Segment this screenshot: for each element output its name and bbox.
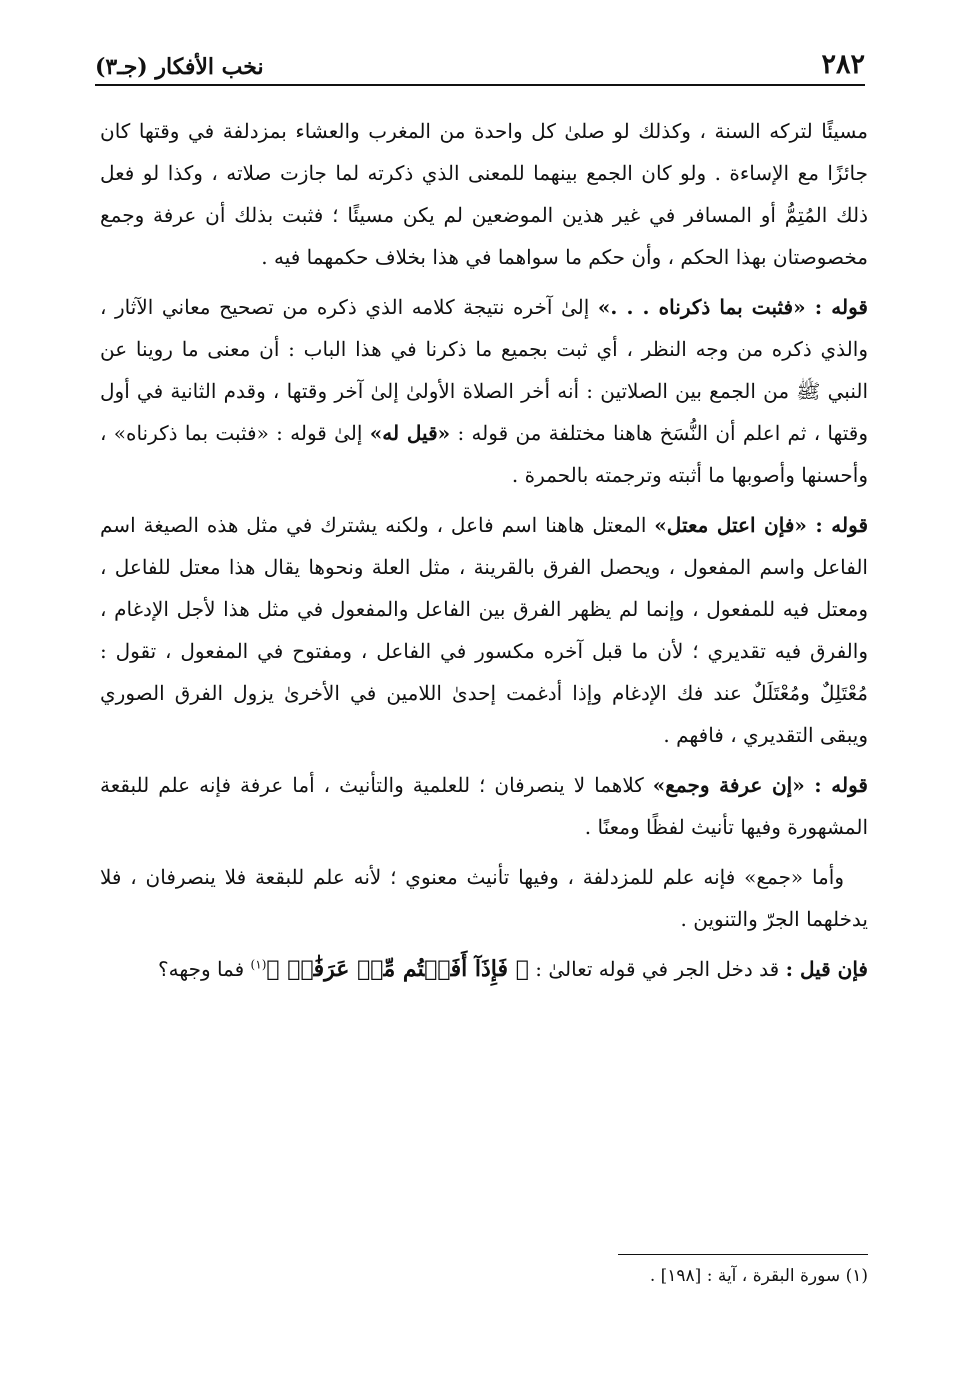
lemma-quote: «قيل له» <box>369 421 451 445</box>
footnote-marker: (١) <box>250 957 267 972</box>
paragraph-question <box>100 948 868 990</box>
paragraph-commentary <box>100 764 868 848</box>
lemma-quote: قوله : «فإن اعتل معتل» <box>654 513 869 537</box>
book-title: نخب الأفكار (جـ٣) <box>95 54 264 80</box>
paragraph-text: وأما «جمع» فإنه علم للمزدلفة ، وفيها تأنيث معنوي ؛ لأنه علم للبقعة فلا ينصرفان ، فلا يدخلهما الجرّ والتنوين . <box>100 865 868 931</box>
lemma-quote: قوله : «فثبت بما ذكرناه . . .» <box>597 295 868 319</box>
paragraph-commentary <box>100 504 868 756</box>
body-text <box>100 110 868 990</box>
footnote: (١) سورة البقرة ، آية : [١٩٨] . <box>649 1266 868 1286</box>
paragraph-text: قد دخل الجر في قوله تعالىٰ : <box>528 957 786 981</box>
running-header <box>95 46 865 86</box>
lemma-quote: قوله : «إن عرفة وجمع» <box>652 773 868 797</box>
paragraph-text: المعتل هاهنا اسم فاعل ، ولكنه يشترك في مثل هذه الصيغة اسم الفاعل واسم المفعول ، ويحصل الفرق بالقرينة ، مثل العلة ونحوها يقال هذا معتل للفاعل ، ومعتل فيه للمفعول ، وإنما لم يظهر الفرق بين الفاعل والمفعول في مثل هذا لأجل الإدغام ، والفرق فيه تقديري ؛ لأن ما قبل آخره مكسور في الفاعل ، ومفتوح في المفعول ، تقول : مُعْتَلِلٌ ومُعْتَلَلٌ عند فك الإدغام وإذا أدغمت إحدىٰ اللامين في الأخرىٰ يزول الفرق الصوري ويبقى التقديري ، فافهم . <box>100 513 868 747</box>
lemma-quote: فإن قيل : <box>785 957 868 981</box>
footnote-separator <box>618 1254 868 1255</box>
paragraph-text: مسيئًا لتركه السنة ، وكذلك لو صلىٰ كل واحدة من المغرب والعشاء بمزدلفة في وقتها كان جائزًا مع الإساءة . ولو كان الجمع بينهما للمعنى الذي ذكرته لما جازت صلاته ، وكذا لو فعل ذلك المُتِمُّ أو المسافر في غير هذين الموضعين لم يكن مسيئًا ؛ فثبت بذلك أن عرفة وجمع مخصوصتان بهذا الحكم ، وأن حكم ما سواهما في هذا بخلاف حكمهما فيه . <box>100 119 868 269</box>
paragraph-text: إلىٰ قوله : «فثبت بما ذكرناه» ، وأحسنها وأصوبها ما أثبته وترجمته بالحمرة . <box>100 421 868 487</box>
paragraph-text: فما وجهه؟ <box>158 957 251 981</box>
paragraph-text: كلاهما لا ينصرفان ؛ للعلمية والتأنيث ، أما عرفة فإنه علم للبقعة المشهورة وفيها تأنيث لفظًا ومعنًا . <box>100 773 868 839</box>
paragraph-text: إلىٰ آخره نتيجة كلامه الذي ذكره من تصحيح معاني الآثار ، والذي ذكره من وجه النظر ، أي ثبت بجميع ما ذكرنا في هذا الباب : أن معنى ما روينا عن النبي ﷺ من الجمع بين الصلاتين : أنه أخر الصلاة الأولىٰ إلىٰ آخر وقتها ، وقدم الثانية في أول وقتها ، ثم اعلم أن النُّسَخ هاهنا مختلفة من قوله : <box>100 295 869 445</box>
paragraph-commentary <box>100 286 868 496</box>
paragraph-continuation <box>100 110 868 278</box>
quran-verse: ﴿ فَإِذَآ أَفَضۡتُم مِّنۡ عَرَفَٰتٖ ﴾ <box>266 956 529 982</box>
paragraph-continuation <box>100 856 868 940</box>
page-number: ٢٨٢ <box>821 49 865 80</box>
